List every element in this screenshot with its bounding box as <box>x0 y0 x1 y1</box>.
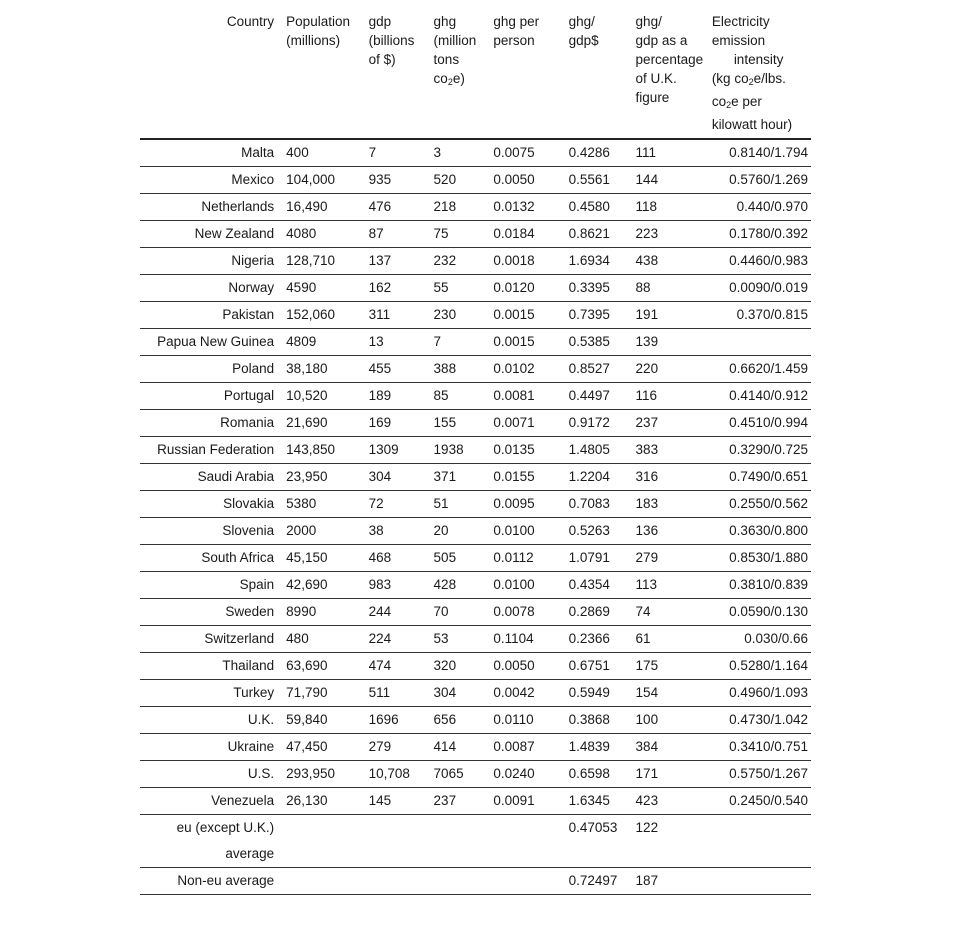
population-cell: 4809 <box>280 329 362 356</box>
empty-cell <box>428 868 488 895</box>
gdp-cell: 304 <box>363 464 428 491</box>
electricity-intensity-cell: 0.030/0.66 <box>706 626 811 653</box>
ghg-gdp-cell: 0.6751 <box>563 653 630 680</box>
ghg-gdp-cell: 0.9172 <box>563 410 630 437</box>
non-eu-ghg-gdp: 0.72497 <box>563 868 630 895</box>
table-row <box>140 734 811 761</box>
pct-uk-cell: 171 <box>630 761 706 788</box>
ghg-cell: 371 <box>428 464 488 491</box>
ghg-gdp-cell: 1.4805 <box>563 437 630 464</box>
pct-uk-cell: 383 <box>630 437 706 464</box>
country-cell: Romania <box>140 410 280 437</box>
summary-row-non-eu <box>140 868 811 895</box>
gdp-cell: 311 <box>363 302 428 329</box>
gdp-cell: 169 <box>363 410 428 437</box>
table-row <box>140 383 811 410</box>
population-cell: 38,180 <box>280 356 362 383</box>
electricity-intensity-cell: 0.4730/1.042 <box>706 707 811 734</box>
pct-uk-cell: 88 <box>630 275 706 302</box>
population-cell: 400 <box>280 139 362 167</box>
ghg-per-person-cell: 0.0155 <box>487 464 562 491</box>
population-cell: 480 <box>280 626 362 653</box>
pct-uk-cell: 384 <box>630 734 706 761</box>
population-cell: 71,790 <box>280 680 362 707</box>
ghg-gdp-cell: 1.6345 <box>563 788 630 815</box>
country-cell: U.K. <box>140 707 280 734</box>
electricity-intensity-cell: 0.3630/0.800 <box>706 518 811 545</box>
country-cell: Mexico <box>140 167 280 194</box>
country-cell: Ukraine <box>140 734 280 761</box>
empty-cell <box>363 841 428 868</box>
population-cell: 42,690 <box>280 572 362 599</box>
population-cell: 104,000 <box>280 167 362 194</box>
gdp-cell: 145 <box>363 788 428 815</box>
population-cell: 10,520 <box>280 383 362 410</box>
electricity-intensity-cell: 0.0090/0.019 <box>706 275 811 302</box>
ghg-per-person-cell: 0.0240 <box>487 761 562 788</box>
ghg-cell: 7 <box>428 329 488 356</box>
population-cell: 63,690 <box>280 653 362 680</box>
table-row <box>140 707 811 734</box>
summary-row-eu-continued <box>140 841 811 868</box>
ghg-gdp-cell: 0.5949 <box>563 680 630 707</box>
country-cell: Malta <box>140 139 280 167</box>
ghg-cell: 656 <box>428 707 488 734</box>
ghg-per-person-cell: 0.0110 <box>487 707 562 734</box>
gdp-cell: 1309 <box>363 437 428 464</box>
ghg-gdp-cell: 0.3395 <box>563 275 630 302</box>
electricity-intensity-cell <box>706 329 811 356</box>
gdp-cell: 474 <box>363 653 428 680</box>
ghg-cell: 237 <box>428 788 488 815</box>
electricity-intensity-cell: 0.0590/0.130 <box>706 599 811 626</box>
ghg-per-person-cell: 0.0018 <box>487 248 562 275</box>
population-cell: 21,690 <box>280 410 362 437</box>
non-eu-average-label: Non-eu average <box>140 868 280 895</box>
country-cell: Poland <box>140 356 280 383</box>
gdp-cell: 244 <box>363 599 428 626</box>
table-row <box>140 221 811 248</box>
ghg-per-person-cell: 0.0050 <box>487 653 562 680</box>
electricity-intensity-cell: 0.3290/0.725 <box>706 437 811 464</box>
ghg-cell: 520 <box>428 167 488 194</box>
electricity-intensity-cell: 0.7490/0.651 <box>706 464 811 491</box>
gdp-cell: 137 <box>363 248 428 275</box>
ghg-gdp-cell: 0.4497 <box>563 383 630 410</box>
electricity-intensity-cell: 0.4460/0.983 <box>706 248 811 275</box>
ghg-gdp-cell: 0.3868 <box>563 707 630 734</box>
empty-cell <box>280 868 362 895</box>
gdp-cell: 189 <box>363 383 428 410</box>
electricity-intensity-cell: 0.440/0.970 <box>706 194 811 221</box>
table-row <box>140 356 811 383</box>
country-cell: Nigeria <box>140 248 280 275</box>
pct-uk-cell: 100 <box>630 707 706 734</box>
ghg-cell: 232 <box>428 248 488 275</box>
ghg-gdp-cell: 0.7395 <box>563 302 630 329</box>
pct-uk-cell: 279 <box>630 545 706 572</box>
population-cell: 152,060 <box>280 302 362 329</box>
population-cell: 293,950 <box>280 761 362 788</box>
pct-uk-cell: 113 <box>630 572 706 599</box>
table-row <box>140 248 811 275</box>
population-cell: 45,150 <box>280 545 362 572</box>
ghg-per-person-cell: 0.0135 <box>487 437 562 464</box>
electricity-intensity-cell: 0.8530/1.880 <box>706 545 811 572</box>
ghg-per-person-cell: 0.0042 <box>487 680 562 707</box>
ghg-gdp-cell: 0.5263 <box>563 518 630 545</box>
ghg-per-person-cell: 0.0184 <box>487 221 562 248</box>
table-row <box>140 761 811 788</box>
electricity-intensity-cell: 0.370/0.815 <box>706 302 811 329</box>
electricity-intensity-cell: 0.4960/1.093 <box>706 680 811 707</box>
ghg-cell: 505 <box>428 545 488 572</box>
table-row <box>140 139 811 167</box>
population-cell: 8990 <box>280 599 362 626</box>
ghg-gdp-cell: 0.8621 <box>563 221 630 248</box>
pct-uk-cell: 118 <box>630 194 706 221</box>
country-cell: Pakistan <box>140 302 280 329</box>
empty-cell <box>280 815 362 842</box>
ghg-per-person-cell: 0.0102 <box>487 356 562 383</box>
ghg-gdp-cell: 0.5385 <box>563 329 630 356</box>
ghg-per-person-cell: 0.0112 <box>487 545 562 572</box>
country-cell: Sweden <box>140 599 280 626</box>
population-cell: 128,710 <box>280 248 362 275</box>
electricity-intensity-cell: 0.6620/1.459 <box>706 356 811 383</box>
pct-uk-cell: 183 <box>630 491 706 518</box>
population-cell: 23,950 <box>280 464 362 491</box>
pct-uk-cell: 116 <box>630 383 706 410</box>
electricity-intensity-cell: 0.5750/1.267 <box>706 761 811 788</box>
eu-ghg-gdp: 0.47053 <box>568 820 618 835</box>
ghg-cell: 3 <box>428 139 488 167</box>
electricity-intensity-cell: 0.4510/0.994 <box>706 410 811 437</box>
country-cell: Thailand <box>140 653 280 680</box>
country-cell: Switzerland <box>140 626 280 653</box>
country-cell: Portugal <box>140 383 280 410</box>
ghg-per-person-cell: 0.1104 <box>487 626 562 653</box>
pct-uk-cell: 438 <box>630 248 706 275</box>
ghg-cell: 51 <box>428 491 488 518</box>
pct-uk-cell: 237 <box>630 410 706 437</box>
table-row <box>140 329 811 356</box>
ghg-cell: 53 <box>428 626 488 653</box>
table-row <box>140 491 811 518</box>
table-body <box>140 139 811 895</box>
ghg-per-person-cell: 0.0015 <box>487 329 562 356</box>
ghg-gdp-cell: 0.2869 <box>563 599 630 626</box>
table-row <box>140 599 811 626</box>
emissions-table <box>140 12 811 895</box>
pct-uk-cell: 223 <box>630 221 706 248</box>
electricity-intensity-cell: 0.4140/0.912 <box>706 383 811 410</box>
ghg-per-person-cell: 0.0078 <box>487 599 562 626</box>
electricity-intensity-cell: 0.3410/0.751 <box>706 734 811 761</box>
table-row <box>140 437 811 464</box>
ghg-cell: 230 <box>428 302 488 329</box>
ghg-cell: 1938 <box>428 437 488 464</box>
country-cell: South Africa <box>140 545 280 572</box>
electricity-intensity-cell: 0.1780/0.392 <box>706 221 811 248</box>
empty-cell <box>280 841 362 868</box>
table-row <box>140 167 811 194</box>
gdp-cell: 162 <box>363 275 428 302</box>
electricity-intensity-cell: 0.8140/1.794 <box>706 139 811 167</box>
population-cell: 5380 <box>280 491 362 518</box>
ghg-gdp-cell: 0.8527 <box>563 356 630 383</box>
population-cell: 59,840 <box>280 707 362 734</box>
ghg-per-person-cell: 0.0087 <box>487 734 562 761</box>
ghg-per-person-cell: 0.0050 <box>487 167 562 194</box>
gdp-cell: 38 <box>363 518 428 545</box>
population-cell: 26,130 <box>280 788 362 815</box>
empty-cell <box>706 868 811 895</box>
ghg-per-person-cell: 0.0091 <box>487 788 562 815</box>
pct-uk-cell: 136 <box>630 518 706 545</box>
pct-uk-cell: 139 <box>630 329 706 356</box>
gdp-cell: 72 <box>363 491 428 518</box>
country-cell: U.S. <box>140 761 280 788</box>
ghg-per-person-cell: 0.0071 <box>487 410 562 437</box>
eu-average-label-line2: average <box>140 841 280 868</box>
table-row <box>140 410 811 437</box>
population-cell: 4590 <box>280 275 362 302</box>
gdp-cell: 455 <box>363 356 428 383</box>
eu-pct-uk: 122 <box>635 820 659 835</box>
ghg-cell: 428 <box>428 572 488 599</box>
table-row <box>140 788 811 815</box>
ghg-cell: 155 <box>428 410 488 437</box>
ghg-cell: 414 <box>428 734 488 761</box>
country-cell: Norway <box>140 275 280 302</box>
ghg-gdp-cell: 1.6934 <box>563 248 630 275</box>
country-cell: Netherlands <box>140 194 280 221</box>
ghg-cell: 70 <box>428 599 488 626</box>
ghg-gdp-cell: 0.2366 <box>563 626 630 653</box>
pct-uk-cell: 191 <box>630 302 706 329</box>
ghg-cell: 388 <box>428 356 488 383</box>
empty-cell <box>706 815 811 842</box>
table-row <box>140 545 811 572</box>
ghg-cell: 85 <box>428 383 488 410</box>
electricity-intensity-cell: 0.2450/0.540 <box>706 788 811 815</box>
gdp-cell: 10,708 <box>363 761 428 788</box>
country-cell: Venezuela <box>140 788 280 815</box>
table-row <box>140 275 811 302</box>
ghg-gdp-cell: 0.4580 <box>563 194 630 221</box>
ghg-per-person-cell: 0.0015 <box>487 302 562 329</box>
country-cell: New Zealand <box>140 221 280 248</box>
table-row <box>140 572 811 599</box>
gdp-cell: 1696 <box>363 707 428 734</box>
header-country: Country <box>226 14 275 29</box>
pct-uk-cell: 111 <box>630 139 706 167</box>
electricity-intensity-cell: 0.2550/0.562 <box>706 491 811 518</box>
ghg-per-person-cell: 0.0095 <box>487 491 562 518</box>
ghg-per-person-cell: 0.0100 <box>487 572 562 599</box>
pct-uk-cell: 220 <box>630 356 706 383</box>
population-cell: 16,490 <box>280 194 362 221</box>
emissions-table-container <box>140 12 811 895</box>
ghg-gdp-cell: 0.6598 <box>563 761 630 788</box>
empty-cell <box>428 815 488 842</box>
gdp-cell: 13 <box>363 329 428 356</box>
ghg-gdp-cell: 1.2204 <box>563 464 630 491</box>
header-population: Population (millions) <box>286 14 350 48</box>
country-cell: Spain <box>140 572 280 599</box>
electricity-intensity-cell: 0.5760/1.269 <box>706 167 811 194</box>
ghg-per-person-cell: 0.0081 <box>487 383 562 410</box>
gdp-cell: 7 <box>363 139 428 167</box>
population-cell: 4080 <box>280 221 362 248</box>
ghg-per-person-cell: 0.0100 <box>487 518 562 545</box>
header-ghg-gdp: ghg/ gdp$ <box>568 14 599 48</box>
empty-cell <box>487 841 562 868</box>
table-row <box>140 194 811 221</box>
pct-uk-cell: 61 <box>630 626 706 653</box>
population-cell: 47,450 <box>280 734 362 761</box>
summary-row-eu <box>140 815 811 842</box>
population-cell: 143,850 <box>280 437 362 464</box>
table-row <box>140 626 811 653</box>
ghg-per-person-cell: 0.0075 <box>487 139 562 167</box>
gdp-cell: 87 <box>363 221 428 248</box>
pct-uk-cell: 154 <box>630 680 706 707</box>
empty-cell <box>487 868 562 895</box>
ghg-gdp-cell: 0.7083 <box>563 491 630 518</box>
ghg-cell: 304 <box>428 680 488 707</box>
country-cell: Saudi Arabia <box>140 464 280 491</box>
pct-uk-cell: 423 <box>630 788 706 815</box>
ghg-per-person-cell: 0.0120 <box>487 275 562 302</box>
pct-uk-cell: 74 <box>630 599 706 626</box>
gdp-cell: 224 <box>363 626 428 653</box>
table-row <box>140 680 811 707</box>
table-row <box>140 302 811 329</box>
pct-uk-cell: 316 <box>630 464 706 491</box>
empty-cell <box>487 815 562 842</box>
table-row <box>140 653 811 680</box>
ghg-cell: 20 <box>428 518 488 545</box>
table-row <box>140 518 811 545</box>
ghg-gdp-cell: 1.4839 <box>563 734 630 761</box>
non-eu-pct-uk: 187 <box>630 868 706 895</box>
empty-cell <box>706 841 811 868</box>
country-cell: Slovakia <box>140 491 280 518</box>
table-row <box>140 464 811 491</box>
ghg-gdp-cell: 0.4354 <box>563 572 630 599</box>
header-ghg: ghg (million tons $co_2e$) <box>433 14 477 87</box>
ghg-cell: 55 <box>428 275 488 302</box>
ghg-cell: 75 <box>428 221 488 248</box>
empty-cell <box>563 841 630 868</box>
header-gdp: gdp (billions of $) <box>368 14 415 67</box>
country-cell: Turkey <box>140 680 280 707</box>
gdp-cell: 279 <box>363 734 428 761</box>
empty-cell <box>630 841 706 868</box>
electricity-intensity-cell: 0.3810/0.839 <box>706 572 811 599</box>
ghg-cell: 218 <box>428 194 488 221</box>
header-ghg-per-person: ghg per person <box>493 14 540 48</box>
country-cell: Russian Federation <box>140 437 280 464</box>
gdp-cell: 983 <box>363 572 428 599</box>
ghg-cell: 320 <box>428 653 488 680</box>
ghg-gdp-cell: 0.4286 <box>563 139 630 167</box>
country-cell: Papua New Guinea <box>140 329 280 356</box>
header-row <box>140 12 811 139</box>
pct-uk-cell: 144 <box>630 167 706 194</box>
empty-cell <box>428 841 488 868</box>
pct-uk-cell: 175 <box>630 653 706 680</box>
gdp-cell: 935 <box>363 167 428 194</box>
header-ghg-gdp-pct-uk: ghg/ gdp as a percentage of U.K. figure <box>635 14 704 105</box>
ghg-gdp-cell: 0.5561 <box>563 167 630 194</box>
population-cell: 2000 <box>280 518 362 545</box>
gdp-cell: 511 <box>363 680 428 707</box>
empty-cell <box>363 868 428 895</box>
gdp-cell: 476 <box>363 194 428 221</box>
ghg-cell: 7065 <box>428 761 488 788</box>
empty-cell <box>363 815 428 842</box>
header-electricity-intensity: Electricity emission intensity (kg $co_2e$/lbs. $co_2e$ per kilowatt hour) <box>711 14 793 132</box>
electricity-intensity-cell: 0.5280/1.164 <box>706 653 811 680</box>
gdp-cell: 468 <box>363 545 428 572</box>
ghg-gdp-cell: 1.0791 <box>563 545 630 572</box>
country-cell: Slovenia <box>140 518 280 545</box>
ghg-per-person-cell: 0.0132 <box>487 194 562 221</box>
eu-average-label-line1: eu (except U.K.) <box>176 820 275 835</box>
